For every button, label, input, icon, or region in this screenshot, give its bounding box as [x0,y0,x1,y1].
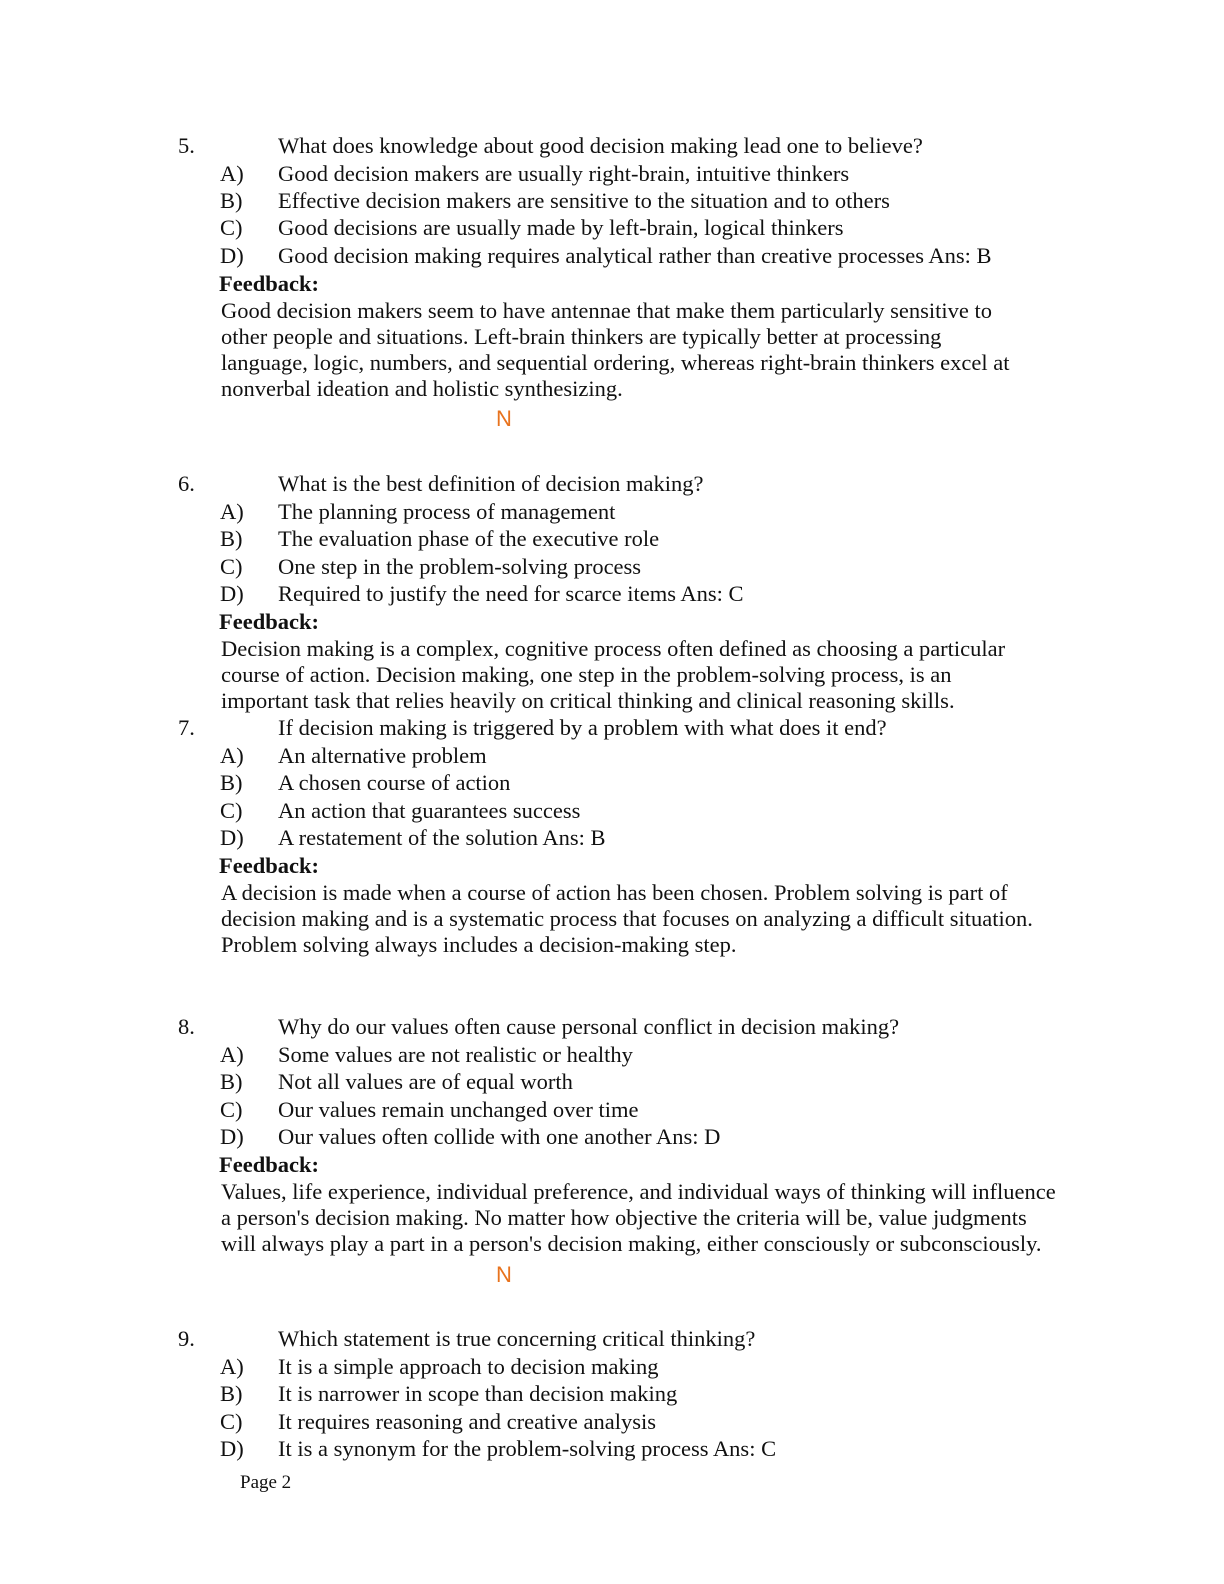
feedback-line: course of action. Decision making, one step in the problem-solving process, is an [221,662,952,687]
feedback-line: important task that relies heavily on critical thinking and clinical reasoning skills. [221,688,955,713]
feedback-line: will always play a part in a person's decision making, either consciously or subconsciously. [221,1231,1042,1256]
option-letter: C) [220,554,243,579]
option-text: Good decision makers are usually right-brain, intuitive thinkers [278,161,850,186]
page-number: Page 2 [240,1472,292,1493]
question-number: 9. [178,1326,195,1351]
feedback-line: decision making and is a systematic process that focuses on analyzing a difficult situation. [221,906,1033,931]
feedback-line: Decision making is a complex, cognitive process often defined as choosing a particular [221,636,1006,661]
option-text: An action that guarantees success [278,798,581,823]
feedback-line: other people and situations. Left-brain thinkers are typically better at processing [221,324,942,349]
option-letter: D) [220,581,244,606]
option-text: A chosen course of action [278,770,511,795]
option-text: The evaluation phase of the executive role [278,526,660,551]
question-number: 5. [178,133,195,158]
option-text: It is a synonym for the problem-solving process Ans: C [278,1436,777,1461]
option-letter: B) [220,1069,243,1094]
feedback-label: Feedback: [219,609,319,634]
feedback-line: language, logic, numbers, and sequential ordering, whereas right-brain thinkers excel at [221,350,1010,375]
option-text: Good decision making requires analytical rather than creative processes Ans: B [278,243,992,268]
question-stem: What does knowledge about good decision making lead one to believe? [278,133,923,158]
question-stem: Why do our values often cause personal conflict in decision making? [278,1014,900,1039]
feedback-label: Feedback: [219,271,319,296]
option-text: Our values remain unchanged over time [278,1097,639,1122]
question-number: 7. [178,715,195,740]
option-letter: A) [220,743,244,768]
question-stem: Which statement is true concerning critical thinking? [278,1326,756,1351]
option-text: It is a simple approach to decision making [278,1354,659,1379]
option-letter: C) [220,215,243,240]
option-text: One step in the problem-solving process [278,554,642,579]
option-text: Some values are not realistic or healthy [278,1042,633,1067]
option-letter: D) [220,825,244,850]
n-marker: N [496,406,512,431]
option-text: The planning process of management [278,499,616,524]
n-marker: N [496,1262,512,1287]
option-text: A restatement of the solution Ans: B [278,825,606,850]
question-stem: What is the best definition of decision making? [278,471,704,496]
option-text: Good decisions are usually made by left-brain, logical thinkers [278,215,844,240]
option-letter: A) [220,1354,244,1379]
feedback-line: Good decision makers seem to have antennae that make them particularly sensitive to [221,298,992,323]
option-text: It requires reasoning and creative analysis [278,1409,656,1434]
option-letter: C) [220,1409,243,1434]
question-number: 8. [178,1014,195,1039]
feedback-line: nonverbal ideation and holistic synthesizing. [221,376,623,401]
feedback-line: Values, life experience, individual preference, and individual ways of thinking will influence [221,1179,1056,1204]
feedback-line: a person's decision making. No matter how objective the criteria will be, value judgments [221,1205,1027,1230]
option-letter: B) [220,770,243,795]
feedback-line: Problem solving always includes a decision-making step. [221,932,737,957]
option-letter: D) [220,1436,244,1461]
question-number: 6. [178,471,195,496]
feedback-label: Feedback: [219,1152,319,1177]
question-stem: If decision making is triggered by a problem with what does it end? [278,715,887,740]
feedback-line: A decision is made when a course of action has been chosen. Problem solving is part of [221,880,1008,905]
option-text: Effective decision makers are sensitive to the situation and to others [278,188,890,213]
option-letter: D) [220,243,244,268]
option-letter: D) [220,1124,244,1149]
option-letter: B) [220,1381,243,1406]
option-text: Not all values are of equal worth [278,1069,573,1094]
option-text: Our values often collide with one another Ans: D [278,1124,721,1149]
option-text: Required to justify the need for scarce items Ans: C [278,581,744,606]
feedback-label: Feedback: [219,853,319,878]
option-text: An alternative problem [278,743,487,768]
option-letter: B) [220,188,243,213]
option-letter: A) [220,499,244,524]
option-letter: A) [220,161,244,186]
option-letter: C) [220,798,243,823]
option-letter: C) [220,1097,243,1122]
option-letter: B) [220,526,243,551]
option-letter: A) [220,1042,244,1067]
option-text: It is narrower in scope than decision making [278,1381,678,1406]
